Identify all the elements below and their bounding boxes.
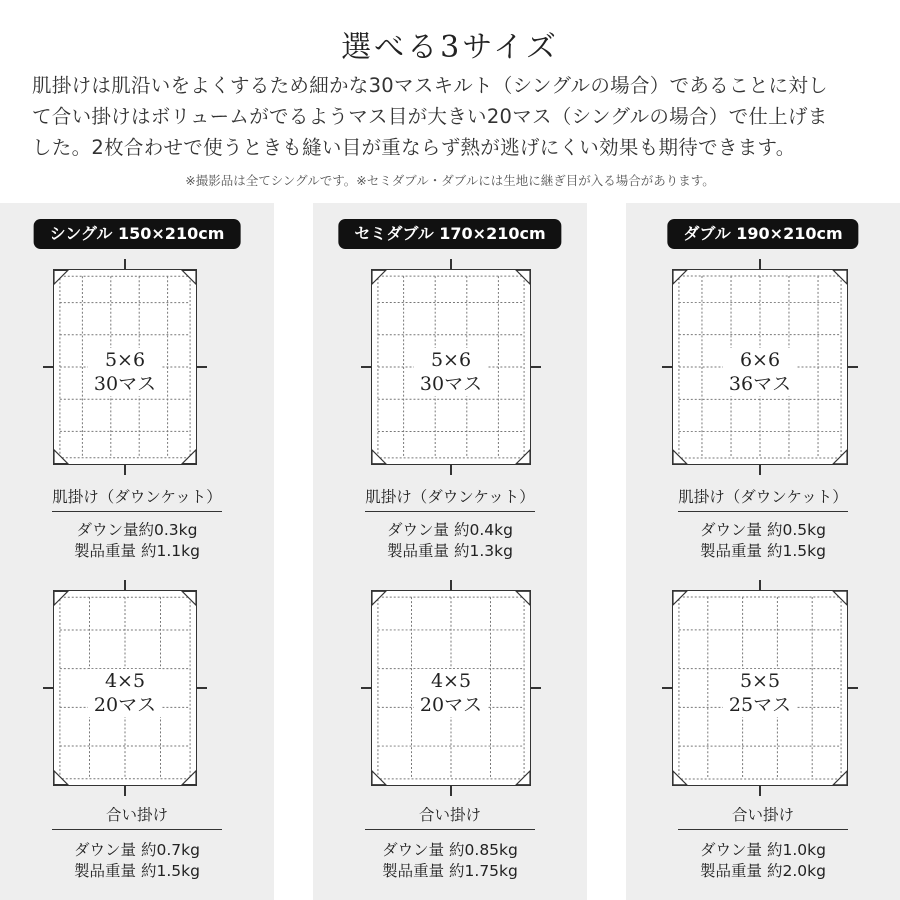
size-badge: シングル 150×210cm xyxy=(34,219,241,249)
square-count: 30マス xyxy=(91,372,159,396)
quilt-category: 肌掛け（ダウンケット） xyxy=(678,488,848,506)
spec xyxy=(313,520,587,562)
corner-loop xyxy=(54,771,68,785)
duvet-loop-tab xyxy=(450,259,452,269)
quilt-category: 肌掛け（ダウンケット） xyxy=(365,488,535,506)
duvet-loop-tab xyxy=(848,366,858,368)
quilt-label xyxy=(673,348,847,396)
description xyxy=(32,70,872,163)
corner-loop xyxy=(516,771,530,785)
corner-loop xyxy=(516,591,530,605)
duvet-loop-tab xyxy=(531,366,541,368)
square-count: 25マス xyxy=(726,693,794,717)
duvet-loop-tab xyxy=(43,366,53,368)
size-panel-double xyxy=(626,203,900,900)
duvet-loop-tab xyxy=(759,786,761,796)
divider xyxy=(678,511,848,512)
duvet-loop-tab xyxy=(759,580,761,590)
corner-loop xyxy=(516,270,530,284)
description-line: て合い掛けはボリュームがでるようマス目が大きい20マス（シングルの場合）で仕上げま xyxy=(32,105,828,128)
spec xyxy=(626,520,900,562)
spec xyxy=(0,840,274,882)
duvet-loop-tab xyxy=(197,366,207,368)
grid-size: 6×6 xyxy=(737,348,783,372)
corner-loop xyxy=(372,270,386,284)
description-line: した。2枚合わせで使うときも縫い目が重ならず熱が逃げにくい効果も期待できます。 xyxy=(32,136,796,159)
corner-loop xyxy=(516,450,530,464)
product-weight: 製品重量 約1.5kg xyxy=(700,542,826,560)
product-weight: 製品重量 約2.0kg xyxy=(700,862,826,880)
spec xyxy=(626,840,900,882)
divider xyxy=(52,829,222,830)
product-weight: 製品重量 約1.5kg xyxy=(74,862,200,880)
corner-loop xyxy=(182,270,196,284)
divider xyxy=(365,511,535,512)
duvet-loop-tab xyxy=(450,786,452,796)
quilt-label xyxy=(54,348,196,396)
size-badge: セミダブル 170×210cm xyxy=(338,219,561,249)
square-count: 36マス xyxy=(726,372,794,396)
duvet-loop-tab xyxy=(361,366,371,368)
photo-note: ※撮影品は全てシングルです。※セミダブル・ダブルには生地に継ぎ目が入る場合があります。 xyxy=(185,173,715,188)
quilt-diagram-medium xyxy=(53,590,197,786)
corner-loop xyxy=(182,450,196,464)
quilt-label xyxy=(372,669,530,717)
divider xyxy=(52,511,222,512)
quilt-diagram-light xyxy=(672,269,848,465)
spec xyxy=(0,520,274,562)
square-count: 20マス xyxy=(91,693,159,717)
duvet-loop-tab xyxy=(531,687,541,689)
quilt-diagram-medium xyxy=(371,590,531,786)
duvet-loop-tab xyxy=(848,687,858,689)
spec xyxy=(313,840,587,882)
duvet-loop-tab xyxy=(124,465,126,475)
page-title: 選べる3サイズ xyxy=(341,30,559,65)
corner-loop xyxy=(54,591,68,605)
duvet-loop-tab xyxy=(759,259,761,269)
corner-loop xyxy=(673,450,687,464)
duvet-loop-tab xyxy=(124,259,126,269)
down-amount: ダウン量 約0.4kg xyxy=(387,521,513,539)
corner-loop xyxy=(673,771,687,785)
corner-loop xyxy=(54,270,68,284)
down-amount: ダウン量 約1.0kg xyxy=(700,841,826,859)
divider xyxy=(678,829,848,830)
grid-size: 4×5 xyxy=(428,669,474,693)
corner-loop xyxy=(833,771,847,785)
duvet-loop-tab xyxy=(662,366,672,368)
corner-loop xyxy=(372,591,386,605)
quilt-diagram-medium xyxy=(672,590,848,786)
description-line: 肌掛けは肌沿いをよくするため細かな30マスキルト（シングルの場合）であることに対し xyxy=(32,74,828,97)
product-weight: 製品重量 約1.1kg xyxy=(74,542,200,560)
duvet-loop-tab xyxy=(450,465,452,475)
duvet-loop-tab xyxy=(197,687,207,689)
corner-loop xyxy=(673,270,687,284)
duvet-loop-tab xyxy=(124,786,126,796)
down-amount: ダウン量 約0.7kg xyxy=(74,841,200,859)
corner-loop xyxy=(372,450,386,464)
corner-loop xyxy=(833,270,847,284)
grid-size: 5×6 xyxy=(428,348,474,372)
quilt-label xyxy=(54,669,196,717)
size-panel-semi-double xyxy=(313,203,587,900)
divider xyxy=(365,829,535,830)
size-panel-single xyxy=(0,203,274,900)
quilt-category: 合い掛け xyxy=(731,806,794,824)
duvet-loop-tab xyxy=(124,580,126,590)
duvet-loop-tab xyxy=(450,580,452,590)
grid-size: 5×6 xyxy=(102,348,148,372)
size-badge: ダブル 190×210cm xyxy=(667,219,858,249)
corner-loop xyxy=(833,450,847,464)
quilt-label xyxy=(372,348,530,396)
corner-loop xyxy=(182,771,196,785)
corner-loop xyxy=(673,591,687,605)
quilt-category: 合い掛け xyxy=(418,806,481,824)
quilt-category: 肌掛け（ダウンケット） xyxy=(52,488,222,506)
grid-size: 5×5 xyxy=(737,669,783,693)
product-weight: 製品重量 約1.75kg xyxy=(382,862,518,880)
duvet-loop-tab xyxy=(361,687,371,689)
corner-loop xyxy=(372,771,386,785)
corner-loop xyxy=(182,591,196,605)
square-count: 20マス xyxy=(417,693,485,717)
quilt-diagram-light xyxy=(371,269,531,465)
grid-size: 4×5 xyxy=(102,669,148,693)
duvet-loop-tab xyxy=(759,465,761,475)
down-amount: ダウン量 約0.5kg xyxy=(700,521,826,539)
quilt-category: 合い掛け xyxy=(105,806,168,824)
down-amount: ダウン量 約0.85kg xyxy=(382,841,518,859)
square-count: 30マス xyxy=(417,372,485,396)
quilt-diagram-light xyxy=(53,269,197,465)
duvet-loop-tab xyxy=(662,687,672,689)
quilt-label xyxy=(673,669,847,717)
corner-loop xyxy=(833,591,847,605)
product-weight: 製品重量 約1.3kg xyxy=(387,542,513,560)
down-amount: ダウン量約0.3kg xyxy=(76,521,198,539)
duvet-loop-tab xyxy=(43,687,53,689)
corner-loop xyxy=(54,450,68,464)
